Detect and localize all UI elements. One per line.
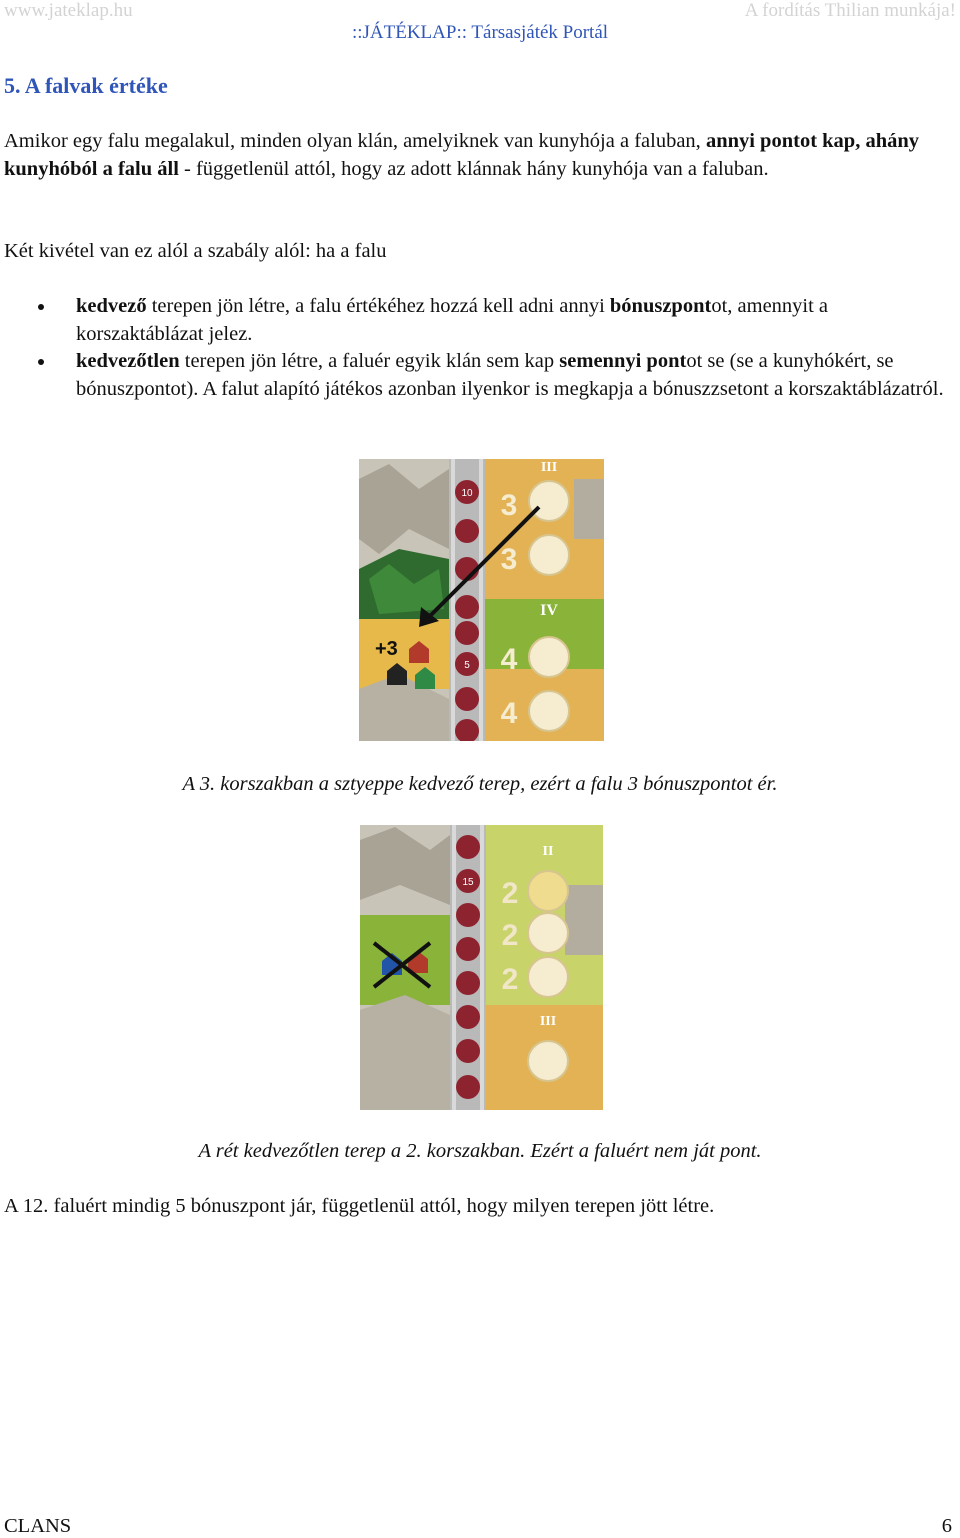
header-site-url: www.jateklap.hu <box>4 0 133 21</box>
track-number-5: 5 <box>464 660 470 671</box>
exceptions-list <box>0 293 958 403</box>
figure-meadow-unfavorable <box>360 825 603 1110</box>
list-item-favorable <box>0 293 958 348</box>
list-item-unfavorable <box>0 348 958 403</box>
bonus-value-2: 3 <box>500 543 518 576</box>
footer-page-number: 6 <box>941 1515 952 1537</box>
bullet2-bold-1: kedvezőtlen <box>76 350 180 372</box>
bullet-icon <box>38 304 44 310</box>
figure-steppe-bonus <box>359 459 604 741</box>
paragraph-twelfth-village: A 12. faluért mindig 5 bónuszpont jár, függetlenül attól, hogy milyen terepen jött létre. <box>4 1195 715 1217</box>
paragraph-exceptions: Két kivétel van ez alól a szabály alól: ha a falu <box>4 240 387 262</box>
bonus-value-1: 2 <box>501 877 519 910</box>
era-label-IV: IV <box>540 602 558 619</box>
para1-text-2: - függetlenül attól, hogy az adott klánnak hány kunyhója van a faluban. <box>178 157 769 180</box>
bullet2-text-1: terepen jön létre, a faluér egyik klán sem kap <box>179 350 560 372</box>
header-portal-title: ::JÁTÉKLAP:: Társasjáték Portál <box>351 22 609 43</box>
track-number-15: 15 <box>462 877 474 888</box>
bullet2-bold-2: semennyi pont <box>559 350 687 372</box>
paragraph-village-value <box>4 128 956 183</box>
bonus-value-4: 4 <box>500 697 518 730</box>
footer-game-name: CLANS <box>4 1515 72 1537</box>
figure-meadow-unfavorable-illustration <box>360 825 603 1110</box>
bonus-value-1: 3 <box>500 489 518 522</box>
bonus-value-3: 4 <box>500 643 518 676</box>
era-label-II: II <box>542 844 554 859</box>
para1-bold: annyi pontot kap, ahány kunyhóból a falu áll <box>4 130 919 180</box>
bullet2-text-2: ot se (se a kunyhókért, se bónuszpontot). A falut alapító játékos azonban ilyenkor is megkapja a bónuszzsetont a korszaktáblázatról. <box>76 350 944 400</box>
bullet1-text-2: ot, amennyit a korszaktáblázat jelez. <box>76 295 829 345</box>
bullet1-bold-1: kedvező <box>76 295 147 317</box>
para1-text-1: Amikor egy falu megalakul, minden olyan klán, amelyiknek van kunyhója a faluban, <box>4 130 706 152</box>
bonus-value-3: 2 <box>501 963 519 996</box>
bullet-icon <box>38 359 44 365</box>
section-title: 5. A falvak értéke <box>4 73 168 98</box>
era-label-III: III <box>539 1014 557 1029</box>
track-number-10: 10 <box>461 488 473 499</box>
bonus-value-2: 2 <box>501 919 519 952</box>
bullet1-text-1: terepen jön létre, a falu értékéhez hozzá kell adni annyi <box>146 295 610 317</box>
era-label-III: III <box>540 460 558 475</box>
bullet1-bold-2: bónuszpont <box>609 295 712 317</box>
bonus-plus-three: +3 <box>375 638 398 660</box>
figure-steppe-bonus-illustration <box>359 459 604 741</box>
caption-figure-1: A 3. korszakban a sztyeppe kedvező terep, ezért a falu 3 bónuszpontot ér. <box>182 773 778 795</box>
header-translator-credit: A fordítás Thilian munkája! <box>744 0 956 21</box>
caption-figure-2: A rét kedvezőtlen terep a 2. korszakban. Ezért a faluért nem ját pont. <box>198 1140 762 1162</box>
